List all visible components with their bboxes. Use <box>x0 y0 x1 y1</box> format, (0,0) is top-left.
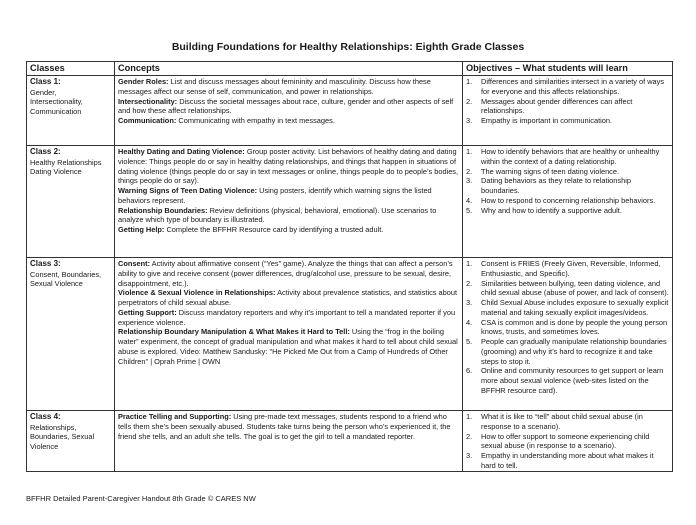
footer-text: BFFHR Detailed Parent-Caregiver Handout 8th Grade © CARES NW <box>26 494 256 503</box>
concept-text: Complete the BFFHR Resource card by identifying a trusted adult. <box>164 225 384 235</box>
objectives-list <box>466 147 669 215</box>
class-topic: Boundaries, Sexual <box>30 432 95 442</box>
objective-text: The warning signs of teen dating violence. <box>481 166 620 176</box>
class-topic: Intersectionality, <box>30 97 83 107</box>
objective-item <box>466 337 669 366</box>
objective-number: 1. <box>466 147 473 156</box>
objective-text: Empathy in understanding more about what makes it hard to tell. <box>481 451 654 470</box>
objective-number: 1. <box>466 77 473 86</box>
concept-heading: Practice Telling and Supporting: <box>118 412 232 421</box>
classes-table <box>26 61 673 472</box>
concept-paragraph <box>118 186 459 206</box>
concept-text: Using posters, identify which warning signs the listed behaviors represent. <box>118 186 432 205</box>
concept-text: Communicating with empathy in text messages. <box>176 116 335 126</box>
concept-text: List and discuss messages about femininity and masculinity. Discuss how these messages affect our sense of self, communication, and power in relationships. <box>118 77 431 96</box>
objectives-list <box>466 412 669 471</box>
concept-heading: Getting Support: <box>118 307 177 317</box>
objective-number: 2. <box>466 278 473 288</box>
objectives-cell <box>463 411 673 472</box>
objective-text: Dating behaviors as they relate to relationship boundaries. <box>481 176 631 196</box>
class-topic: Healthy Relationships <box>30 157 102 167</box>
objective-item <box>466 97 669 117</box>
objective-item <box>466 116 669 126</box>
objective-item <box>466 176 669 196</box>
class-topic: Relationships, <box>30 422 77 432</box>
objective-number: 6. <box>466 366 473 376</box>
concepts-cell <box>115 258 463 411</box>
objectives-cell <box>463 76 673 146</box>
objective-text: Consent is FRIES (Freely Given, Reversible, Informed, Enthusiastic, and Specific). <box>481 259 661 278</box>
concept-paragraph <box>118 77 459 97</box>
concept-heading: Warning Signs of Teen Dating Violence: <box>118 186 258 196</box>
objective-number: 3. <box>466 451 473 461</box>
objective-text: How to offer support to someone experiencing child sexual abuse (in response to a scenario). <box>481 431 650 451</box>
concept-text: Discuss mandatory reporters and why it’s important to tell a mandated reporter if you experience violence. <box>118 307 456 327</box>
objective-number: 2. <box>466 431 473 441</box>
concept-paragraph <box>118 288 459 308</box>
objective-item <box>466 318 669 338</box>
objective-number: 2. <box>466 96 473 106</box>
concept-paragraph <box>118 327 459 366</box>
objective-number: 3. <box>466 116 473 126</box>
concept-text: Using the “frog in the boiling water” experiment, the concept of gradual manipulation and what makes it hard to tell about child sexual abuse is explored. Video: Matthew Sandusky: "He Picked Me Out from a Camp of Hundreds of Other Children" | Oprah Prime | OWN <box>118 327 458 366</box>
objective-number: 4. <box>466 317 473 327</box>
objective-text: Messages about gender differences can affect relationships. <box>481 96 633 116</box>
concept-text: Group poster activity. List behaviors of healthy dating and dating violence: Things people do or say in healthy dating relationships, and things that happen in situations of dating violence (things people do or say in text messages or online, things people do to people’s bodies, things people do or say). <box>118 147 459 186</box>
concept-text: Review definitions (physical, behavioral, emotional). Use scenarios to analyze which type of boundary is illustrated. <box>118 205 437 225</box>
class-topic: Violence <box>30 442 59 452</box>
class-title: Class 4: <box>30 412 61 421</box>
table-row <box>27 258 673 411</box>
concept-heading: Healthy Dating and Dating Violence: <box>118 147 245 156</box>
class-cell <box>27 258 115 411</box>
concept-heading: Violence & Sexual Violence in Relationships: <box>118 288 276 298</box>
objective-item <box>466 167 669 177</box>
concept-paragraph <box>118 225 459 235</box>
class-title: Class 2: <box>30 147 61 156</box>
class-cell <box>27 146 115 258</box>
objective-text: What it is like to “tell” about child sexual abuse (in response to a scenario). <box>481 412 643 431</box>
class-cell <box>27 76 115 146</box>
objective-text: CSA is common and is done by people the young person knows, trusts, and sometimes loves. <box>481 317 668 337</box>
class-topic: Consent, Boundaries, <box>30 269 102 279</box>
concepts-cell <box>115 76 463 146</box>
table-row <box>27 411 673 472</box>
table-header-row <box>27 62 673 76</box>
objective-text: Differences and similarities intersect in a variety of ways for everyone and this affects relationships. <box>481 77 665 96</box>
concept-text: Discuss the societal messages about race, culture, gender and other aspects of self and how these affect relationships. <box>118 96 454 116</box>
concept-heading: Relationship Boundary Manipulation & What Makes it Hard to Tell: <box>118 327 350 337</box>
concept-paragraph <box>118 259 459 288</box>
concept-paragraph <box>118 116 459 126</box>
objective-text: People can gradually manipulate relationship boundaries (grooming) and why it’s hard to recognize it and take steps to stop it. <box>481 337 667 366</box>
class-topic: Communication <box>30 107 82 117</box>
objective-item <box>466 279 669 299</box>
objective-item <box>466 412 669 432</box>
objective-number: 3. <box>466 176 473 186</box>
objectives-list <box>466 77 669 126</box>
concept-heading: Consent: <box>118 259 151 268</box>
objective-text: How to respond to concerning relationship behaviors. <box>481 195 656 205</box>
objectives-cell <box>463 258 673 411</box>
objectives-cell <box>463 146 673 258</box>
table-row <box>27 76 673 146</box>
document-title: Building Foundations for Healthy Relationships: Eighth Grade Classes <box>171 41 525 53</box>
objective-text: How to identify behaviors that are healthy or unhealthy within the context of a dating relationship. <box>481 147 660 166</box>
concept-text: Activity about affirmative consent (“Yes” game). Analyze the things that can affect a person’s ability to give and receive consent (power differences, drug/alcohol use, pressure to be sexual, desire, disappointment, etc.). <box>118 259 453 288</box>
concepts-cell <box>115 411 463 472</box>
concept-paragraph <box>118 206 459 226</box>
objective-text: Similarities between bullying, teen dating violence, and child sexual abuse (abuse of power, and lack of consent). <box>481 278 669 298</box>
concept-text: Activity about prevalence statistics, and statistics about perpetrators of child sexual abuse. <box>118 288 458 308</box>
objective-number: 1. <box>466 259 473 268</box>
objective-number: 5. <box>466 337 473 347</box>
concept-heading: Getting Help: <box>118 225 165 235</box>
class-topic: Sexual Violence <box>30 279 83 289</box>
objective-item <box>466 196 669 206</box>
objective-number: 3. <box>466 298 473 308</box>
objective-number: 1. <box>466 412 473 421</box>
objective-text: Child Sexual Abuse includes exposure to sexually explicit material and taking sexually explicit images/videos. <box>481 298 669 317</box>
concept-heading: Gender Roles: <box>118 77 169 86</box>
objectives-list <box>466 259 669 396</box>
class-title: Class 3: <box>30 259 61 268</box>
objective-item <box>466 206 669 216</box>
class-topic: Dating Violence <box>30 167 82 177</box>
objective-item <box>466 432 669 452</box>
objective-item <box>466 147 669 167</box>
objective-item <box>466 298 669 318</box>
concept-paragraph <box>118 412 459 441</box>
concepts-cell <box>115 146 463 258</box>
objective-item <box>466 451 669 471</box>
header-objectives: Objectives – What students will learn <box>463 62 673 76</box>
objective-number: 2. <box>466 166 473 176</box>
objective-text: Empathy is important in communication. <box>481 116 613 126</box>
objective-text: Why and how to identify a supportive adult. <box>481 205 622 215</box>
concept-paragraph <box>118 97 459 117</box>
objective-item <box>466 77 669 97</box>
objective-text: Online and community resources to get support or learn more about sexual violence (web-sites listed on the BFFHR resource card). <box>481 366 664 395</box>
concept-paragraph <box>118 308 459 328</box>
class-title: Class 1: <box>30 77 61 86</box>
objective-item <box>466 259 669 279</box>
class-cell <box>27 411 115 472</box>
concept-text: Using pre-made text messages, students respond to a friend who tells them she’s been sexually abused. Students take turns being the person who’s experienced it, the friend she tells, and an adult she tells. The goal is to get the girl to tell a mandated reporter. <box>118 412 451 441</box>
objective-item <box>466 366 669 395</box>
concept-paragraph <box>118 147 459 186</box>
objective-number: 5. <box>466 205 473 215</box>
concept-heading: Communication: <box>118 116 177 126</box>
header-concepts: Concepts <box>115 62 463 76</box>
table-row <box>27 146 673 258</box>
concept-heading: Relationship Boundaries: <box>118 205 208 215</box>
objective-number: 4. <box>466 195 473 205</box>
class-topic: Gender, <box>30 87 57 97</box>
concept-heading: Intersectionality: <box>118 96 178 106</box>
header-classes: Classes <box>27 62 115 76</box>
